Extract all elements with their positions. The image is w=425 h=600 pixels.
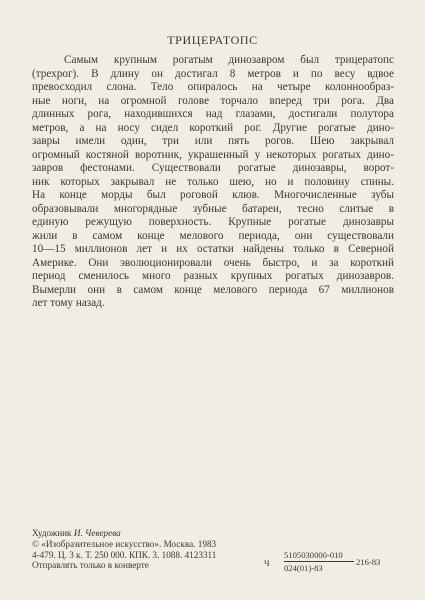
index-denominator: 024(01)-83 (284, 563, 323, 573)
artist-name: И. Чеверева (73, 528, 121, 538)
text-line: жили в самом конце мелового периода, они существовали (32, 229, 394, 242)
text-line: 10—15 миллионов лет и их остатки найдены только в Северной (32, 243, 394, 255)
text-line: (трехрог). В длину он достигал 8 метров и по весу вдвое (32, 67, 394, 80)
text-line: ные ноги, на огромной голове торчало вперед три рога. Два (32, 94, 394, 107)
catalog-index (264, 547, 404, 577)
text-line: лет тому назад. (32, 297, 105, 309)
text-line: огромный костяной воротник, украшенный у некоторых рогатых дино- (32, 148, 394, 161)
text-line: завров фестонами. Существовали рогатые динозавры, ворот- (32, 162, 394, 174)
text-line: длинных рога, находившихся над глазами, достигали полутора (32, 108, 394, 120)
publisher-line: © «Изобразительное искусство». Москва. 1983 (32, 538, 217, 549)
index-prefix: Ч (264, 558, 270, 568)
print-info: 4-479. Ц. 3 к. Т. 250 000. КПК. 3. 1088. 4123311 (32, 549, 217, 560)
text-line: период сменилось много разных крупных рогатых динозавров. (32, 270, 394, 282)
text-line: ник которых закрывал не только шею, но и половину спины. (32, 175, 394, 188)
imprint (32, 528, 272, 571)
text-line: превосходил слона. Тело опиралось на четыре колоннообраз- (32, 81, 394, 93)
text-line: Америке. Они эволюционировали очень быстро, и за короткий (32, 256, 394, 269)
index-suffix: 216-83 (356, 557, 381, 567)
text-line: Самым крупным рогатым динозавром был трицератопс (64, 54, 394, 66)
text-line: образовывали многорядные зубные батареи, тесно слитые в (32, 202, 394, 215)
text-line: Вымерли они в самом конце мелового периода 67 миллионов (32, 283, 394, 296)
index-fraction (284, 550, 354, 573)
page-title: ТРИЦЕРАТОПС (167, 33, 258, 47)
artist-credit (32, 528, 272, 539)
index-numerator: 5105030000-010 (284, 550, 354, 562)
mail-note: Отправлять только в конверте (32, 560, 149, 571)
artist-prefix: Художник (32, 528, 74, 538)
text-line: метров, а на носу сидел короткий рог. Другие рогатые дино- (32, 121, 394, 134)
text-line: завры имели один, три или пять рогов. Шею закрывал (32, 135, 394, 147)
article-body (32, 54, 394, 311)
text-line: единую режущую поверхность. Крупные рогатые динозавры (32, 216, 394, 228)
text-line: На конце морды был роговой клюв. Многочисленные зубы (32, 189, 394, 201)
